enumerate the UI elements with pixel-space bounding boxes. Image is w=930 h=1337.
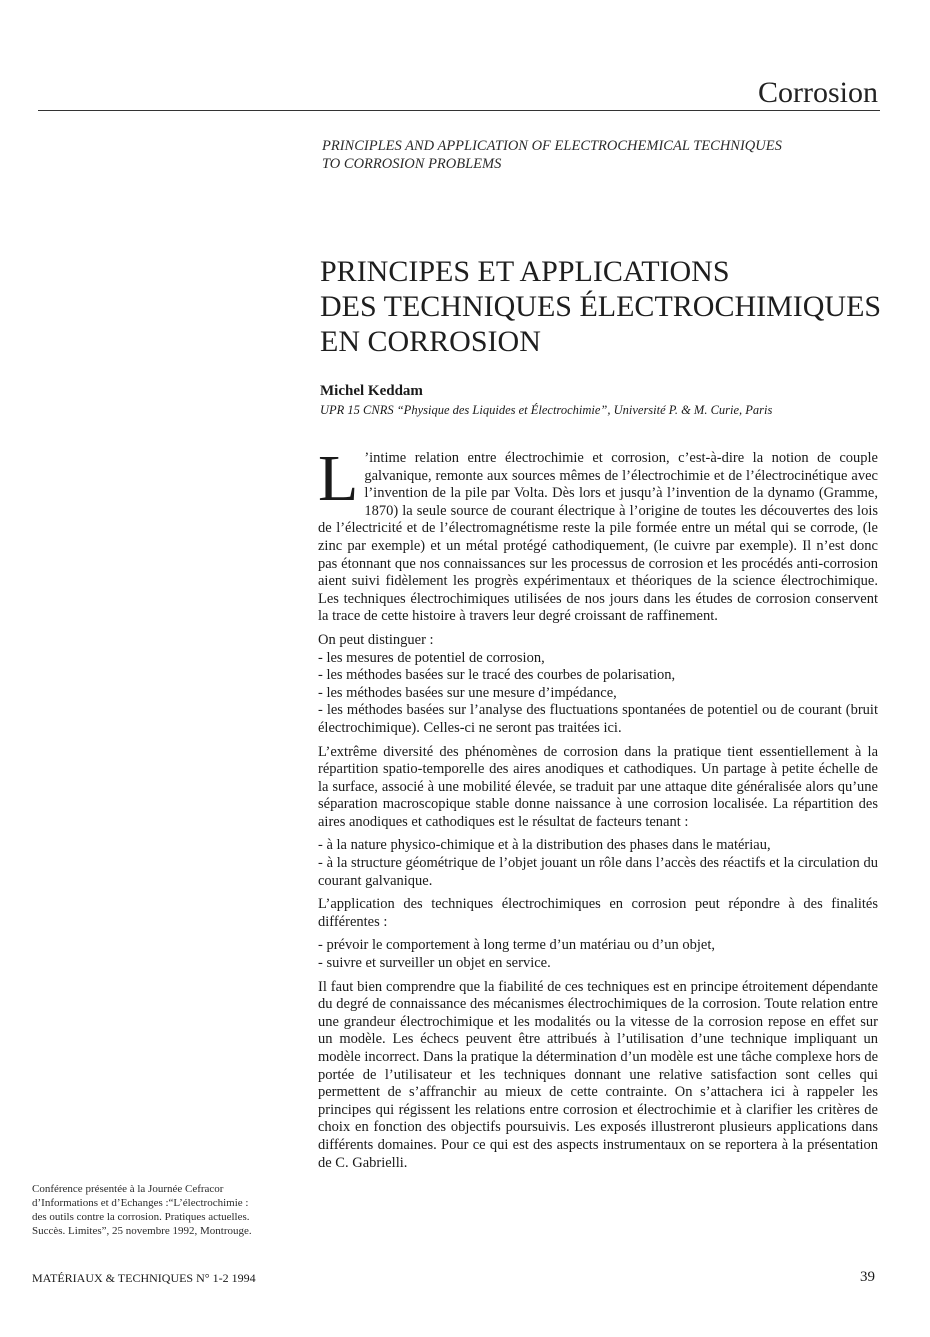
article-title-line: PRINCIPES ET APPLICATIONS <box>320 255 730 288</box>
author-name: Michel Keddam <box>320 383 423 399</box>
list-item: - les méthodes basées sur l’analyse des fluctuations spontanées de potentiel ou de courant (bruit électrochimique). Celles-ci ne seront pas traitées ici. <box>318 702 878 736</box>
list-item: - suivre et surveiller un objet en service. <box>318 955 551 972</box>
journal-footer: MATÉRIAUX & TECHNIQUES N° 1-2 1994 <box>32 1271 256 1285</box>
english-title <box>322 137 882 173</box>
article-title-line: DES TECHNIQUES ÉLECTROCHIMIQUES <box>320 290 882 323</box>
section-title: Corrosion <box>758 76 878 109</box>
english-title-line: TO CORROSION PROBLEMS <box>322 156 502 172</box>
list-item: - à la nature physico-chimique et à la distribution des phases dans le matériau, <box>318 837 771 854</box>
list-item: - prévoir le comportement à long terme d’un matériau ou d’un objet, <box>318 937 716 954</box>
author-affiliation: UPR 15 CNRS “Physique des Liquides et Électrochimie”, Université P. & M. Curie, Paris <box>320 403 773 417</box>
intro-text: ’intime relation entre électrochimie et corrosion, c’est-à-dire la notion de couple galvanique, remonte aux sources mêmes de l’électrochimie et de l’électrocinétique avec l’invention de la pile par Volta. Dès lors et jusqu’à l’invention de la dynamo (Gramme, 1870) la seule source de courant électrique à l’origine de toutes les découvertes des lois de l’électricité et de l’électromagnétisme reste la pile formée entre un métal qui se corrode, (le zinc par exemple) et un métal protégé cathodiquement, (le cuivre par exemple). Il n’est donc pas étonnant que nos connaissances sur les processus de corrosion et les procédés anti-corrosion aient suivi fidèlement les progrès expérimentaux et théoriques de la science électrochimique. Les techniques électrochimiques utilisées de nos jours dans les études de corrosion conservent la trace de cette histoire à travers leur degré croissant de raffinement. <box>318 450 878 625</box>
conference-note <box>32 1182 294 1238</box>
list-item: - les mesures de potentiel de corrosion, <box>318 649 545 666</box>
list-item: - à la structure géométrique de l’objet jouant un rôle dans l’accès des réactifs et la circulation du courant galvanique. <box>318 855 878 889</box>
conference-note-line: Conférence présentée à la Journée Cefracor <box>32 1183 224 1195</box>
article-title <box>320 254 890 359</box>
english-title-line: PRINCIPLES AND APPLICATION OF ELECTROCHEMICAL TECHNIQUES <box>322 138 782 154</box>
drop-cap: L <box>318 442 359 515</box>
list-item: - les méthodes basées sur le tracé des courbes de polarisation, <box>318 667 676 684</box>
list-item: - les méthodes basées sur une mesure d’impédance, <box>318 684 617 701</box>
conference-note-line: d’Informations et d’Echanges :“L’électrochimie : <box>32 1197 249 1209</box>
conference-note-line: Succès. Limites”, 25 novembre 1992, Montrouge. <box>32 1225 252 1237</box>
intro-paragraph <box>318 442 878 626</box>
article-title-line: EN CORROSION <box>320 325 541 358</box>
conference-note-line: des outils contre la corrosion. Pratiques actuelles. <box>32 1211 250 1223</box>
article-body <box>318 442 878 1178</box>
header-rule <box>38 110 880 111</box>
paragraph: Il faut bien comprendre que la fiabilité de ces techniques est en principe étroitement dépendante du degré de connaissance des mécanismes électrochimiques de la corrosion. Toute relation entre une grandeur électrochimique et les modalités ou la vitesse de la corrosion repose en effet sur un modèle. Les échecs peuvent être attribués à l’utilisation d’une technique impliquant un modèle incorrect. Dans la pratique la détermination d’un modèle est une tâche complexe hors de portée de l’utilisateur et les techniques donnant une relative satisfaction sont celles qui permettent de s’affranchir au mieux de cette contrainte. On s’attachera ici à rappeler les principes qui régissent les relations entre corrosion et électrochimie et à clarifier les critères de choix en fonction des objectifs poursuivis. Les exposés illustreront plusieurs applications dans différents domaines. Pour ce qui est des aspects instrumentaux on se reportera à la présentation de C. Gabrielli. <box>318 978 878 1171</box>
paragraph: L’application des techniques électrochimiques en corrosion peut répondre à des finalités différentes : <box>318 896 878 930</box>
paragraph: L’extrême diversité des phénomènes de corrosion dans la pratique tient essentiellement à la répartition spatio-temporelle des aires anodiques et cathodiques. Un partage à petite échelle de la surface, associé à une mobilité élevée, se traduit par une attaque dite généralisée alors qu’une séparation macroscopique stable donne naissance à une corrosion localisée. La répartition des aires anodiques et cathodiques est le résultat de facteurs tenant : <box>318 743 878 830</box>
list-intro: On peut distinguer : <box>318 631 434 648</box>
page-number: 39 <box>860 1269 875 1285</box>
